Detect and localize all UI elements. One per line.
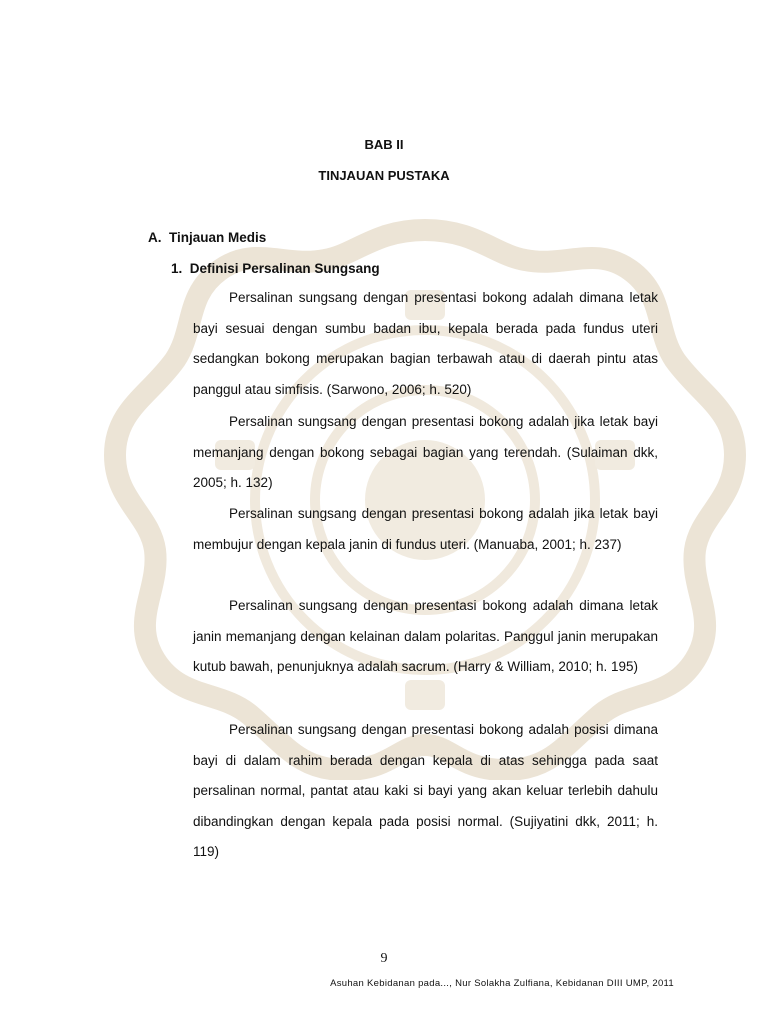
- paragraph-text: Persalinan sungsang dengan presentasi bokong adalah jika letak bayi memanjang dengan bokong sebagai bagian yang terendah. (Sulaiman dkk, 2005; h. 132): [193, 414, 658, 490]
- page-number: 9: [380, 951, 388, 966]
- paragraph-1: [193, 283, 658, 405]
- subsection-heading: [171, 261, 380, 276]
- chapter-title: TINJAUAN PUSTAKA: [318, 168, 450, 183]
- page-footer: Asuhan Kebidanan pada..., Nur Solakha Zulfiana, Kebidanan DIII UMP, 2011: [330, 978, 674, 989]
- section-title: Tinjauan Medis: [169, 230, 267, 245]
- paragraph-text: Persalinan sungsang dengan presentasi bokong adalah dimana letak bayi sesuai dengan sumbu badan ibu, kepala berada pada fundus uteri sedangkan bokong merupakan bagian terbawah atau di daerah pintu atas panggul atau simfisis. (Sarwono, 2006; h. 520): [193, 290, 658, 397]
- paragraph-text: Persalinan sungsang dengan presentasi bokong adalah dimana letak janin memanjang dengan kelainan dalam polaritas. Panggul janin merupakan kutub bawah, penunjuknya adalah sacrum. (Harry & William, 2010; h. 195): [193, 598, 658, 674]
- section-number: A.: [148, 230, 162, 245]
- paragraph-4: [193, 591, 658, 683]
- subsection-number: 1.: [171, 261, 183, 276]
- paragraph-5: [193, 715, 658, 868]
- paragraph-text: Persalinan sungsang dengan presentasi bokong adalah jika letak bayi membujur dengan kepala janin di fundus uteri. (Manuaba, 2001; h. 237): [193, 506, 658, 552]
- paragraph-2: [193, 407, 658, 499]
- subsection-title: Definisi Persalinan Sungsang: [189, 261, 380, 276]
- chapter-label: BAB II: [364, 137, 404, 152]
- section-heading: [148, 230, 266, 245]
- paragraph-3: [193, 499, 658, 560]
- paragraph-text: Persalinan sungsang dengan presentasi bokong adalah posisi dimana bayi di dalam rahim berada dengan kepala di atas sehingga pada saat persalinan normal, pantat atau kaki si bayi yang akan keluar terlebih dahulu dibandingkan dengan kepala pada posisi normal. (Sujiyatini dkk, 2011; h. 119): [193, 722, 658, 859]
